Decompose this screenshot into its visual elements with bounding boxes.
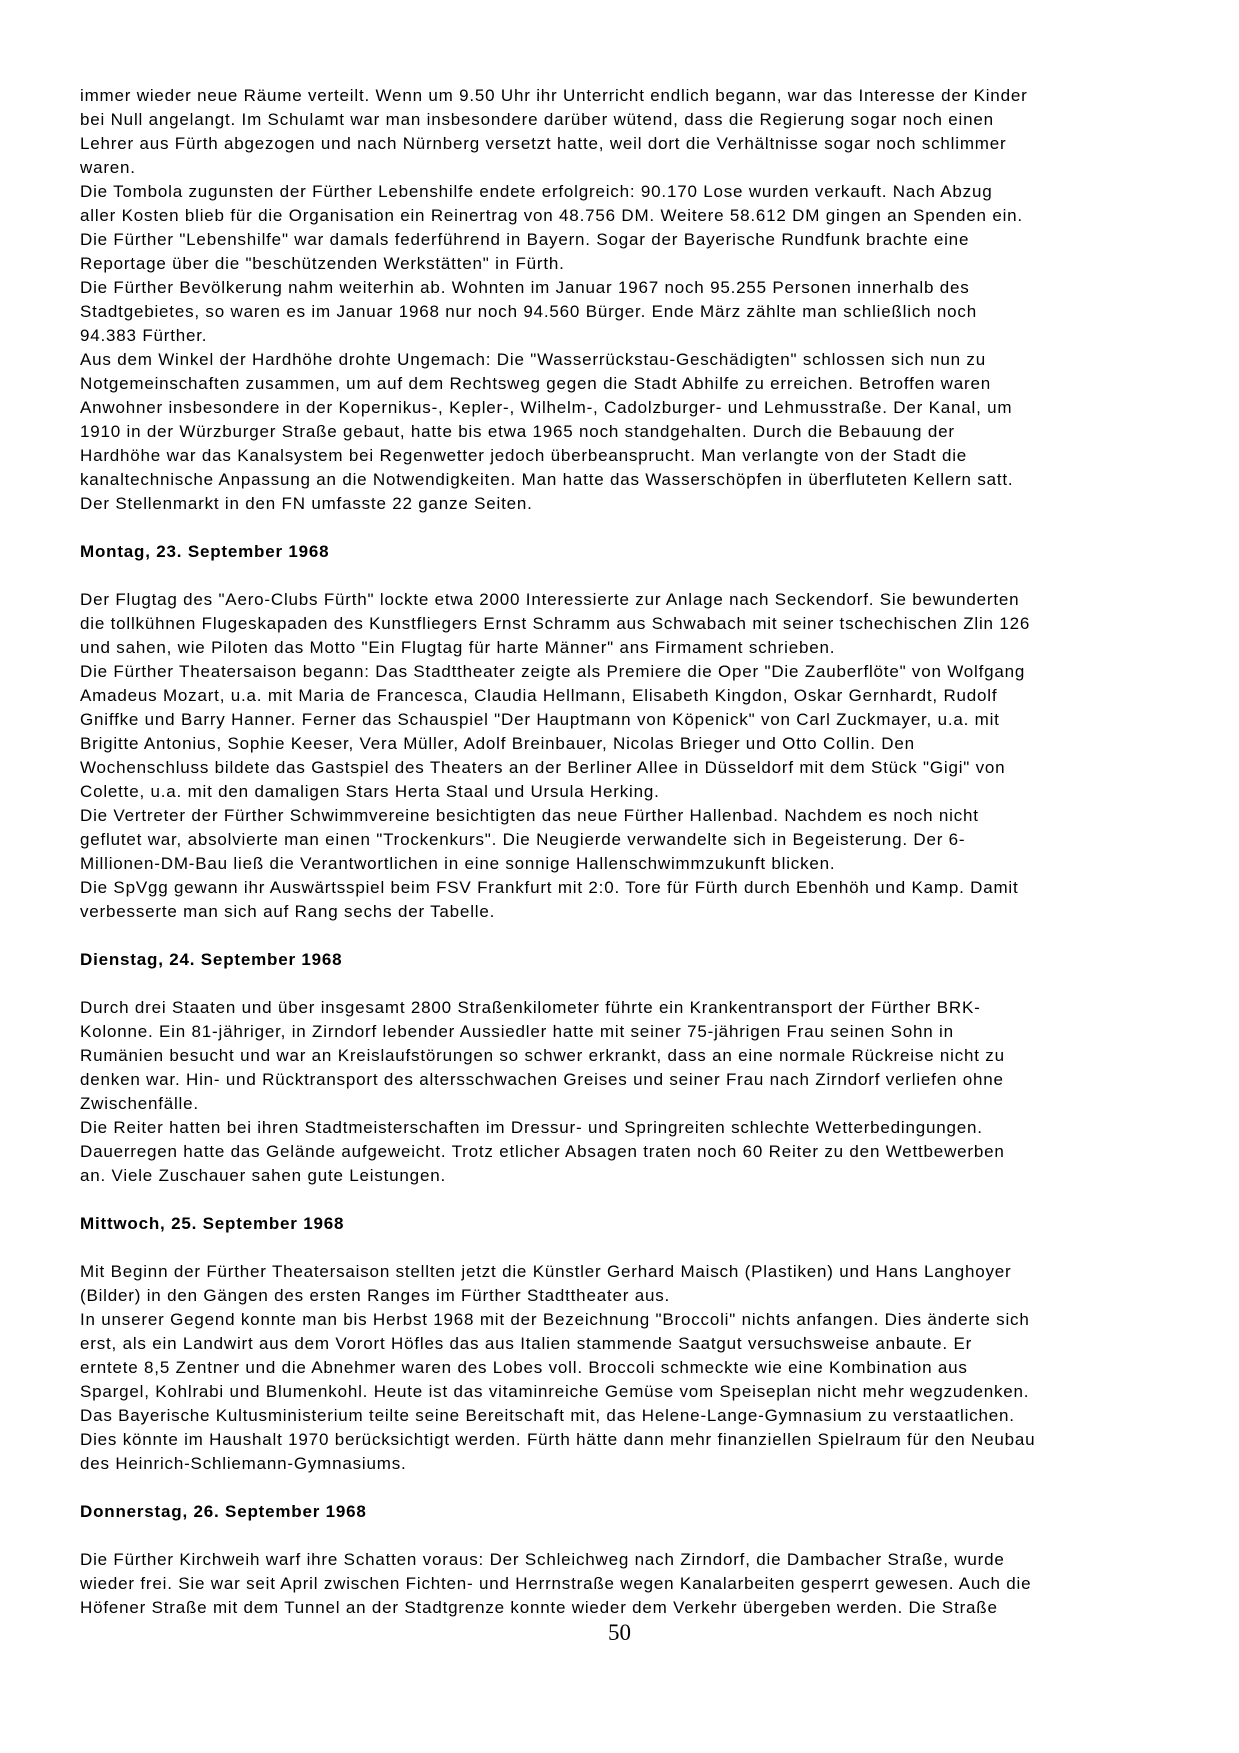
text-line: und sahen, wie Piloten das Motto "Ein Flugtag für harte Männer" ans Firmament schrieben. (80, 638, 836, 657)
text-line: Dies könnte im Haushalt 1970 berücksichtigt werden. Fürth hätte dann mehr finanziellen Spielraum für den Neubau (80, 1430, 1036, 1449)
text-line: Die Fürther Theatersaison begann: Das Stadttheater zeigte als Premiere die Oper "Die Zauberflöte" von Wolfgang (80, 662, 1026, 681)
text-line: Wochenschluss bildete das Gastspiel des Theaters an der Berliner Allee in Düsseldorf mit dem Stück "Gigi" von (80, 758, 1006, 777)
text-line: Der Stellenmarkt in den FN umfasste 22 ganze Seiten. (80, 494, 533, 513)
text-line: Hardhöhe war das Kanalsystem bei Regenwetter jedoch überbeansprucht. Man verlangte von der Stadt die (80, 446, 968, 465)
text-line: Die Tombola zugunsten der Fürther Lebenshilfe endete erfolgreich: 90.170 Lose wurden verkauft. Nach Abzug (80, 182, 993, 201)
text-line: erst, als ein Landwirt aus dem Vorort Höfles das aus Italien stammende Saatgut versuchsweise anbaute. Er (80, 1334, 973, 1353)
paragraph (80, 1548, 1189, 1620)
text-line: 94.383 Fürther. (80, 326, 208, 345)
text-line: Die SpVgg gewann ihr Auswärtsspiel beim FSV Frankfurt mit 2:0. Tore für Fürth durch Ebenhöh und Kamp. Damit (80, 878, 1019, 897)
text-line: Höfener Straße mit dem Tunnel an der Stadtgrenze konnte wieder dem Verkehr übergeben werden. Die Straße (80, 1598, 998, 1617)
text-line: Amadeus Mozart, u.a. mit Maria de Francesca, Claudia Hellmann, Elisabeth Kingdon, Oskar Gernhardt, Rudolf (80, 686, 998, 705)
text-line: In unserer Gegend konnte man bis Herbst 1968 mit der Bezeichnung "Broccoli" nichts anfangen. Dies änderte sich (80, 1310, 1030, 1329)
text-line: verbesserte man sich auf Rang sechs der Tabelle. (80, 902, 496, 921)
text-line: Colette, u.a. mit den damaligen Stars Herta Staal und Ursula Herking. (80, 782, 660, 801)
text-line: Anwohner insbesondere in der Kopernikus-, Kepler-, Wilhelm-, Cadolzburger- und Lehmusstraße. Der Kanal, um (80, 398, 1013, 417)
text-line: geflutet war, absolvierte man einen "Trockenkurs". Die Neugierde verwandelte sich in Begeisterung. Der 6- (80, 830, 966, 849)
text-line: Zwischenfälle. (80, 1094, 199, 1113)
text-line: des Heinrich-Schliemann-Gymnasiums. (80, 1454, 407, 1473)
text-line: Stadtgebietes, so waren es im Januar 1968 nur noch 94.560 Bürger. Ende März zählte man schließlich noch (80, 302, 977, 321)
text-line: Rumänien besucht und war an Kreislaufstörungen so schwer erkrankt, dass an eine normale Rückreise nicht zu (80, 1046, 1005, 1065)
text-line: an. Viele Zuschauer sahen gute Leistungen. (80, 1166, 446, 1185)
section-heading: Montag, 23. September 1968 (80, 542, 330, 561)
text-line: Kolonne. Ein 81-jähriger, in Zirndorf lebender Aussiedler hatte mit seiner 75-jährigen Frau seinen Sohn in (80, 1022, 954, 1041)
text-line: Aus dem Winkel der Hardhöhe drohte Ungemach: Die "Wasserrückstau-Geschädigten" schlossen sich nun zu (80, 350, 986, 369)
text-line: Spargel, Kohlrabi und Blumenkohl. Heute ist das vitaminreiche Gemüse vom Speiseplan nicht mehr wegzudenken. (80, 1382, 1030, 1401)
paragraph (80, 588, 1189, 924)
text-line: Reportage über die "beschützenden Werkstätten" in Fürth. (80, 254, 565, 273)
text-line: Die Reiter hatten bei ihren Stadtmeisterschaften im Dressur- und Springreiten schlechte Wetterbedingungen. (80, 1118, 983, 1137)
text-line: (Bilder) in den Gängen des ersten Ranges im Fürther Stadttheater aus. (80, 1286, 671, 1305)
section-heading: Dienstag, 24. September 1968 (80, 950, 343, 969)
text-line: wieder frei. Sie war seit April zwischen Fichten- und Herrnstraße wegen Kanalarbeiten gesperrt gewesen. Auch die (80, 1574, 1032, 1593)
text-line: Die Fürther "Lebenshilfe" war damals federführend in Bayern. Sogar der Bayerische Rundfunk brachte eine (80, 230, 970, 249)
text-line: waren. (80, 158, 136, 177)
text-line: immer wieder neue Räume verteilt. Wenn um 9.50 Uhr ihr Unterricht endlich begann, war das Interesse der Kinder (80, 86, 1028, 105)
paragraph (80, 1260, 1189, 1476)
paragraph (80, 996, 1189, 1188)
text-line: Dauerregen hatte das Gelände aufgeweicht. Trotz etlicher Absagen traten noch 60 Reiter zu den Wettbewerben (80, 1142, 1005, 1161)
text-line: Notgemeinschaften zusammen, um auf dem Rechtsweg gegen die Stadt Abhilfe zu erreichen. Betroffen waren (80, 374, 991, 393)
text-line: Gniffke und Barry Hanner. Ferner das Schauspiel "Der Hauptmann von Köpenick" von Carl Zuckmayer, u.a. mit (80, 710, 1000, 729)
text-line: Brigitte Antonius, Sophie Keeser, Vera Müller, Adolf Breinbauer, Nicolas Brieger und Otto Collin. Den (80, 734, 915, 753)
text-line: Durch drei Staaten und über insgesamt 2800 Straßenkilometer führte ein Krankentransport der Fürther BRK- (80, 998, 981, 1017)
text-line: Millionen-DM-Bau ließ die Verantwortlichen in eine sonnige Hallenschwimmzukunft blicken. (80, 854, 836, 873)
text-line: Der Flugtag des "Aero-Clubs Fürth" lockte etwa 2000 Interessierte zur Anlage nach Seckendorf. Sie bewunderten (80, 590, 1020, 609)
text-line: aller Kosten blieb für die Organisation ein Reinertrag von 48.756 DM. Weitere 58.612 DM gingen an Spenden ein. (80, 206, 1023, 225)
section-heading: Mittwoch, 25. September 1968 (80, 1214, 345, 1233)
text-line: Die Vertreter der Fürther Schwimmvereine besichtigten das neue Fürther Hallenbad. Nachdem es noch nicht (80, 806, 979, 825)
text-line: Die Fürther Bevölkerung nahm weiterhin ab. Wohnten im Januar 1967 noch 95.255 Personen innerhalb des (80, 278, 970, 297)
page-number: 50 (608, 1620, 631, 1645)
text-line: Mit Beginn der Fürther Theatersaison stellten jetzt die Künstler Gerhard Maisch (Plastiken) und Hans Langhoyer (80, 1262, 1012, 1281)
text-line: kanaltechnische Anpassung an die Notwendigkeiten. Man hatte das Wasserschöpfen in überfluteten Kellern satt. (80, 470, 1014, 489)
paragraph (80, 84, 1189, 516)
text-line: bei Null angelangt. Im Schulamt war man insbesondere darüber wütend, dass die Regierung sogar noch einen (80, 110, 994, 129)
text-line: die tollkühnen Flugeskapaden des Kunstfliegers Ernst Schramm aus Schwabach mit seiner tschechischen Zlin 126 (80, 614, 1031, 633)
text-line: 1910 in der Würzburger Straße gebaut, hatte bis etwa 1965 noch standgehalten. Durch die Bebauung der (80, 422, 955, 441)
text-line: Die Fürther Kirchweih warf ihre Schatten voraus: Der Schleichweg nach Zirndorf, die Dambacher Straße, wurde (80, 1550, 1005, 1569)
text-line: denken war. Hin- und Rücktransport des altersschwachen Greises und seiner Frau nach Zirndorf verliefen ohne (80, 1070, 1004, 1089)
section-heading: Donnerstag, 26. September 1968 (80, 1502, 367, 1521)
text-line: Lehrer aus Fürth abgezogen und nach Nürnberg versetzt hatte, weil dort die Verhältnisse sogar noch schlimmer (80, 134, 1007, 153)
text-line: Das Bayerische Kultusministerium teilte seine Bereitschaft mit, das Helene-Lange-Gymnasium zu verstaatlichen. (80, 1406, 1015, 1425)
text-line: erntete 8,5 Zentner und die Abnehmer waren des Lobes voll. Broccoli schmeckte wie eine Kombination aus (80, 1358, 968, 1377)
